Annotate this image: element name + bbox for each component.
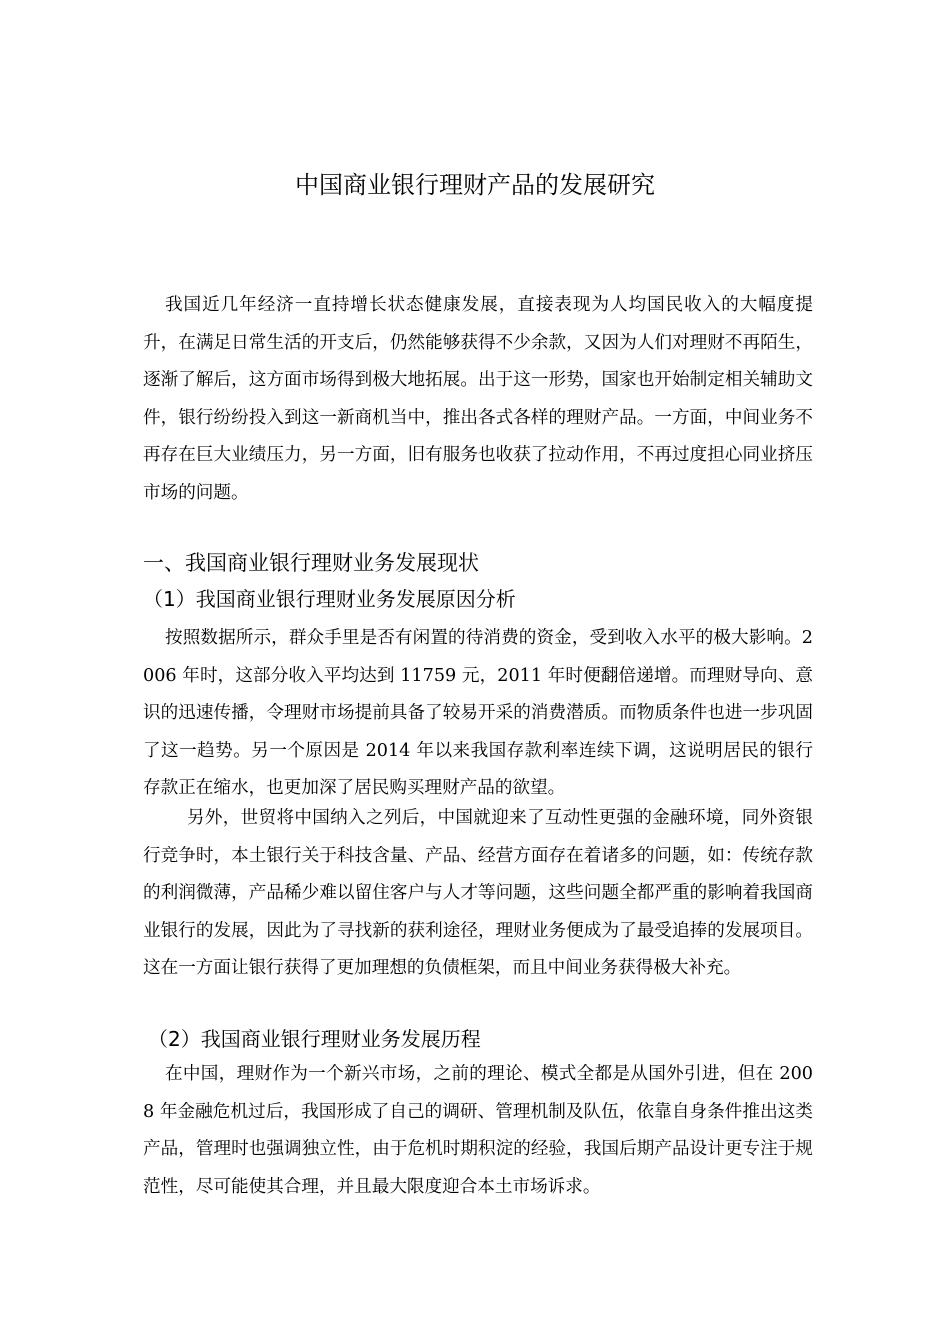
intro-paragraph: 我国近几年经济一直持增长状态健康发展，直接表现为人均国民收入的大幅度提升，在满足日常生活的开支后，仍然能够获得不少余款，又因为人们对理财不再陌生，逐渐了解后，这方面市场得到极大地拓展。出于这一形势，国家也开始制定相关辅助文件，银行纷纷投入到这一新商机当中，推出各式各样的理财产品。一方面，中间业务不再存在巨大业绩压力，另一方面，旧有服务也收获了拉动作用，不再过度担心同业挤压市场的问题。 <box>143 295 813 503</box>
document-title: 中国商业银行理财产品的发展研究 <box>295 171 655 199</box>
subsection-1-heading: （1）我国商业银行理财业务发展原因分析 <box>143 587 516 611</box>
subsection-1-paragraph-2: 另外，世贸将中国纳入之列后，中国就迎来了互动性更强的金融环境，同外资银行竞争时，本土银行关于科技含量、产品、经营方面存在着诸多的问题，如：传统存款的利润微薄，产品稀少难以留住客户与人才等问题，这些问题全都严重的影响着我国商业银行的发展，因此为了寻找新的获利途径，理财业务便成为了最受追捧的发展项目。这在一方面让银行获得了更加理想的负债框架，而且中间业务获得极大补充。 <box>143 808 813 979</box>
section-1-heading: 一、我国商业银行理财业务发展现状 <box>143 551 479 575</box>
subsection-2-paragraph-1: 在中国，理财作为一个新兴市场，之前的理论、模式全都是从国外引进，但在 2008 年金融危机过后，我国形成了自己的调研、管理机制及队伍，依靠自身条件推出这类产品，管理时也强调独立性，由于危机时期积淀的经验，我国后期产品设计更专注于规范性，尽可能使其合理，并且最大限度迎合本土市场诉求。 <box>143 1064 813 1197</box>
subsection-1-paragraph-1: 按照数据所示，群众手里是否有闲置的待消费的资金，受到收入水平的极大影响。2006 年时，这部分收入平均达到 11759 元，2011 年时便翻倍递增。而理财导向、意识的迅速传播，令理财市场提前具备了较易开采的消费潜质。而物质条件也进一步巩固了这一趋势。另一个原因是 2014 年以来我国存款利率连续下调，这说明居民的银行存款正在缩水，也更加深了居民购买理财产品的欲望。 <box>143 628 813 799</box>
subsection-2-heading: （2）我国商业银行理财业务发展历程 <box>148 1027 481 1051</box>
